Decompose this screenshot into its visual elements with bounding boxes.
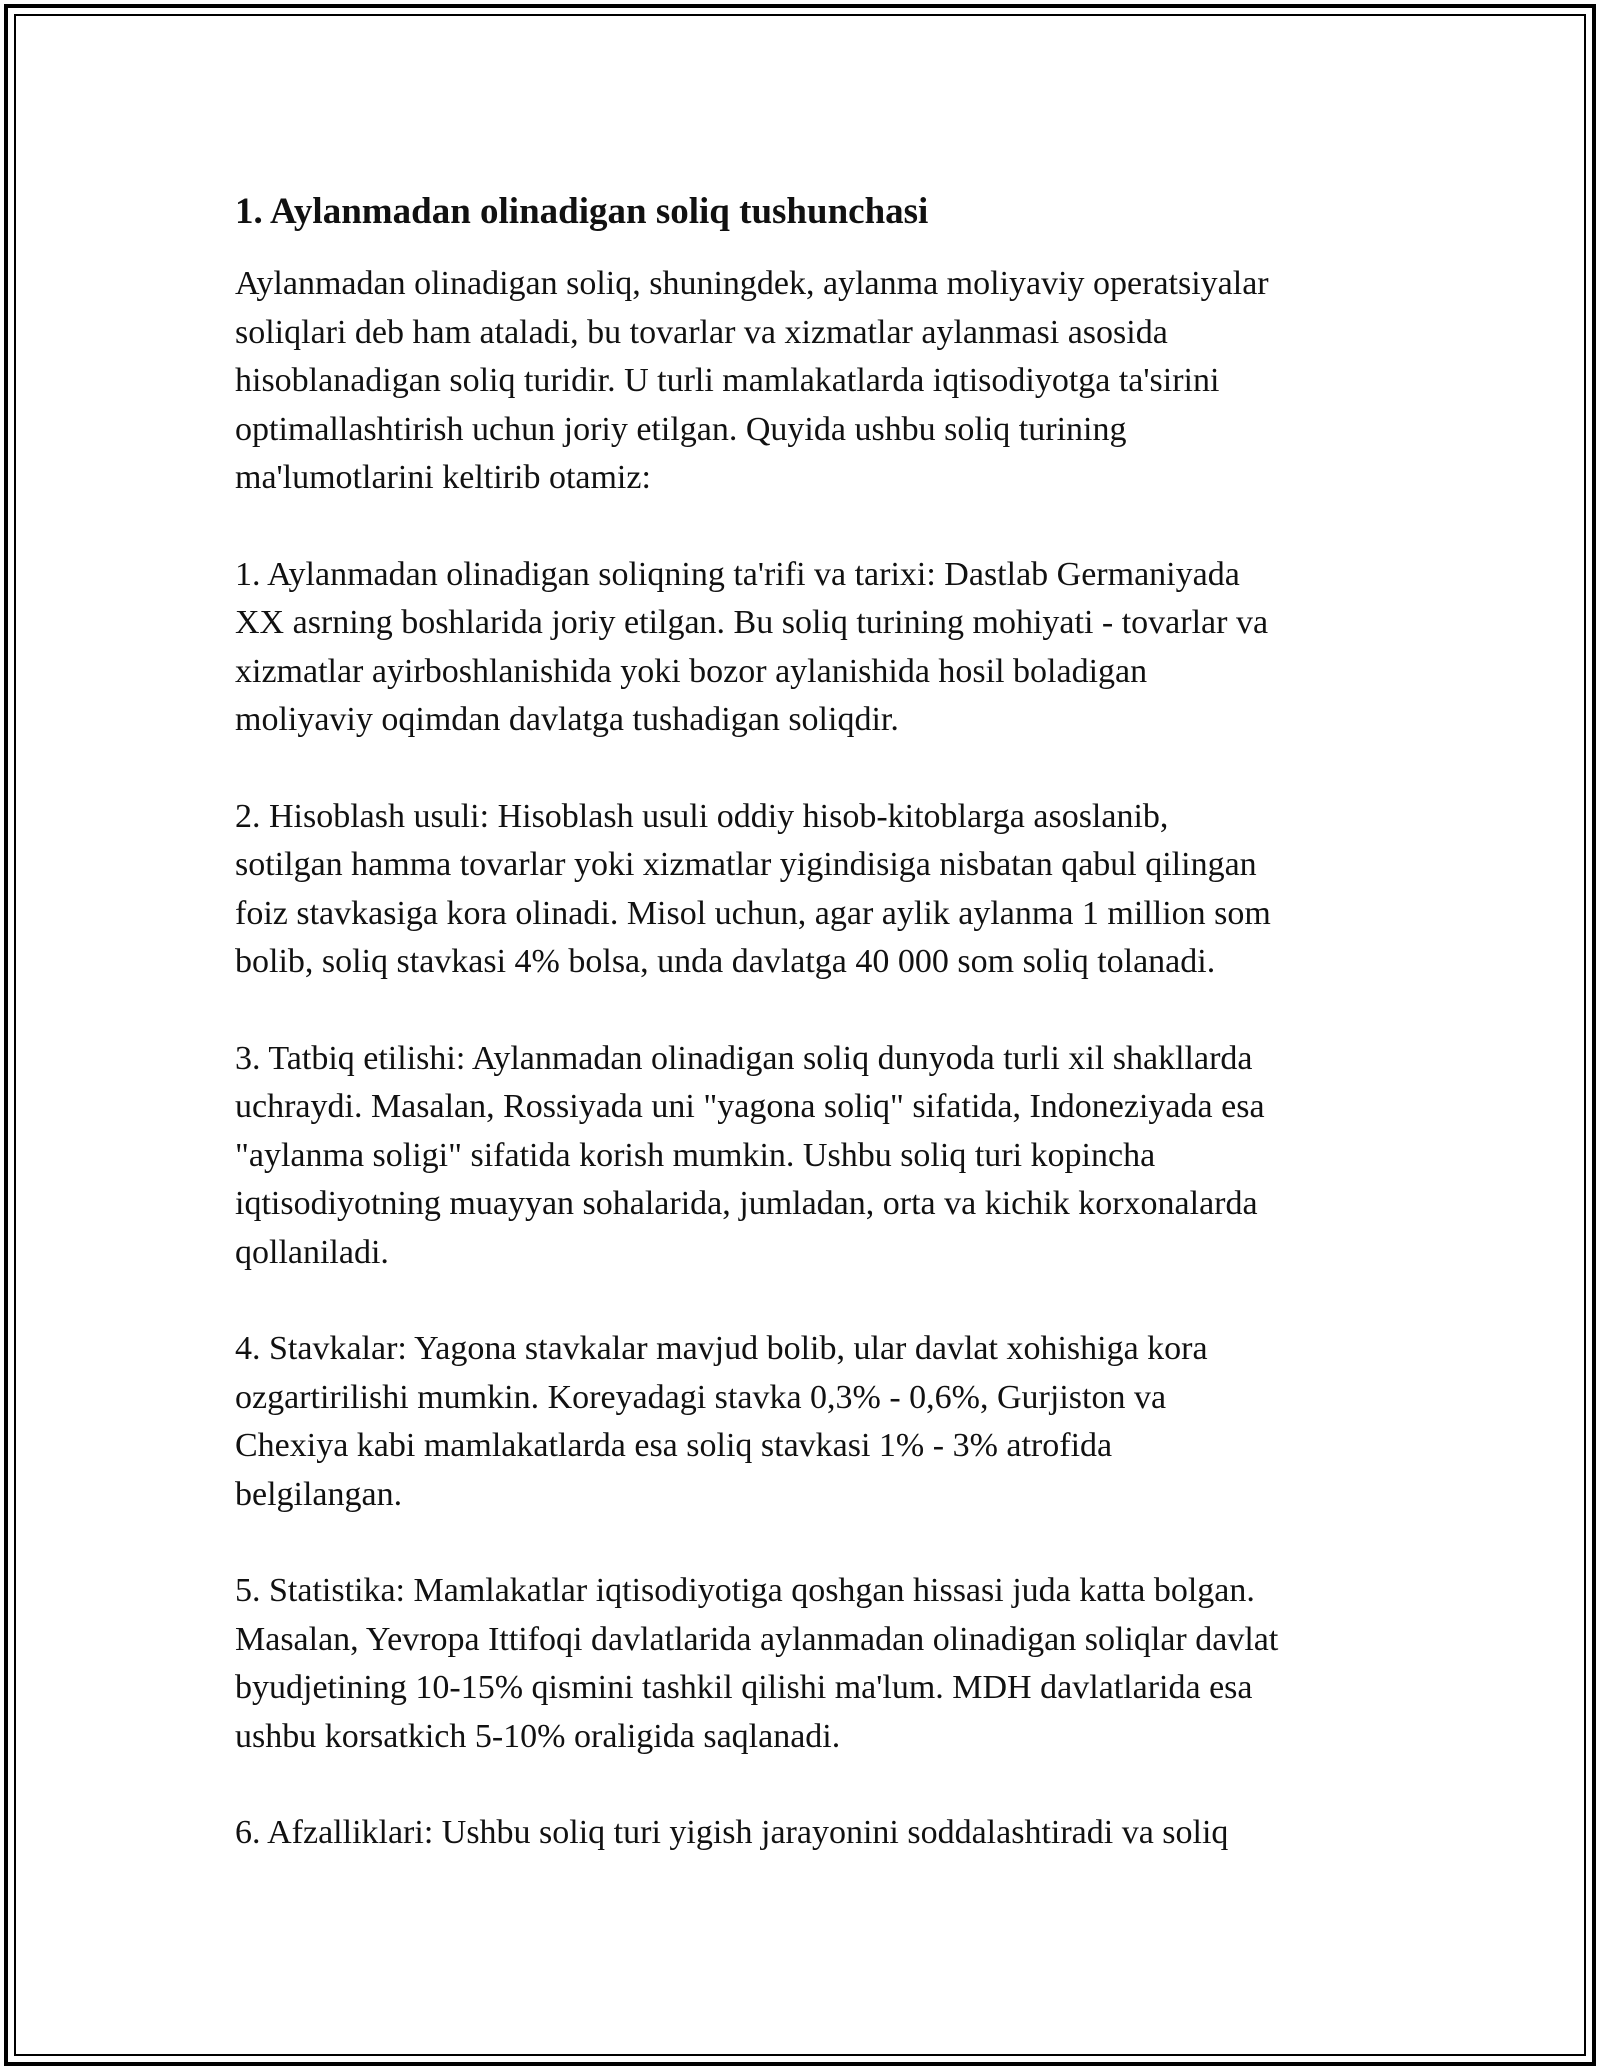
paragraph-advantages: 6. Afzalliklari: Ushbu soliq turi yigish jarayonini soddalashtiradi va soliq <box>235 1814 1229 1851</box>
paragraph-calculation-method: 2. Hisoblash usuli: Hisoblash usuli oddiy hisob-kitoblarga asoslanib, sotilgan hamma tovarlar yoki xizmatlar yigindisiga nisbatan qabul qilingan foiz stavkasiga kora olinadi. Misol uchun, agar aylik aylanma 1 million som bolib, soliq stavkasi 4% bolsa, unda davlatga 40 000 som soliq tolanadi. <box>235 797 1271 980</box>
paragraph-rates: 4. Stavkalar: Yagona stavkalar mavjud bolib, ular davlat xohishiga kora ozgartirilishi mumkin. Koreyadagi stavka 0,3% - 0,6%, Gurjiston va Chexiya kabi mamlakatlarda esa soliq stavkasi 1% - 3% atrofida belgilangan. <box>235 1330 1208 1513</box>
intro-paragraph: Aylanmadan olinadigan soliq, shuningdek, aylanma moliyaviy operatsiyalar soliqlari deb ham ataladi, bu tovarlar va xizmatlar aylanmasi asosida hisoblanadigan soliq turidir. U turli mamlakatlarda iqtisodiyotga ta'sirini optimallashtirish uchun joriy etilgan. Quyida ushbu soliq turining ma'lumotlarini keltirib otamiz: <box>235 265 1269 496</box>
document-body <box>235 188 1395 1906</box>
section-heading: 1. Aylanmadan olinadigan soliq tushunchasi <box>235 191 929 232</box>
paragraph-application: 3. Tatbiq etilishi: Aylanmadan olinadigan soliq dunyoda turli xil shakllarda uchraydi. Masalan, Rossiyada uni "yagona soliq" sifatida, Indoneziyada esa "aylanma soligi" sifatida korish mumkin. Ushbu soliq turi kopincha iqtisodiyotning muayyan sohalarida, jumladan, orta va kichik korxonalarda qollaniladi. <box>235 1039 1265 1271</box>
paragraph-definition-history: 1. Aylanmadan olinadigan soliqning ta'rifi va tarixi: Dastlab Germaniyada XX asrning boshlarida joriy etilgan. Bu soliq turining mohiyati - tovarlar va xizmatlar ayirboshlanishida yoki bozor aylanishida hosil boladigan moliyaviy oqimdan davlatga tushadigan soliqdir. <box>235 555 1269 738</box>
paragraph-statistics: 5. Statistika: Mamlakatlar iqtisodiyotiga qoshgan hissasi juda katta bolgan. Masalan, Yevropa Ittifoqi davlatlarida aylanmadan olinadigan soliqlar davlat byudjetining 10-15% qismini tashkil qilishi ma'lum. MDH davlatlarida esa ushbu korsatkich 5-10% oraligida saqlanadi. <box>235 1572 1279 1755</box>
